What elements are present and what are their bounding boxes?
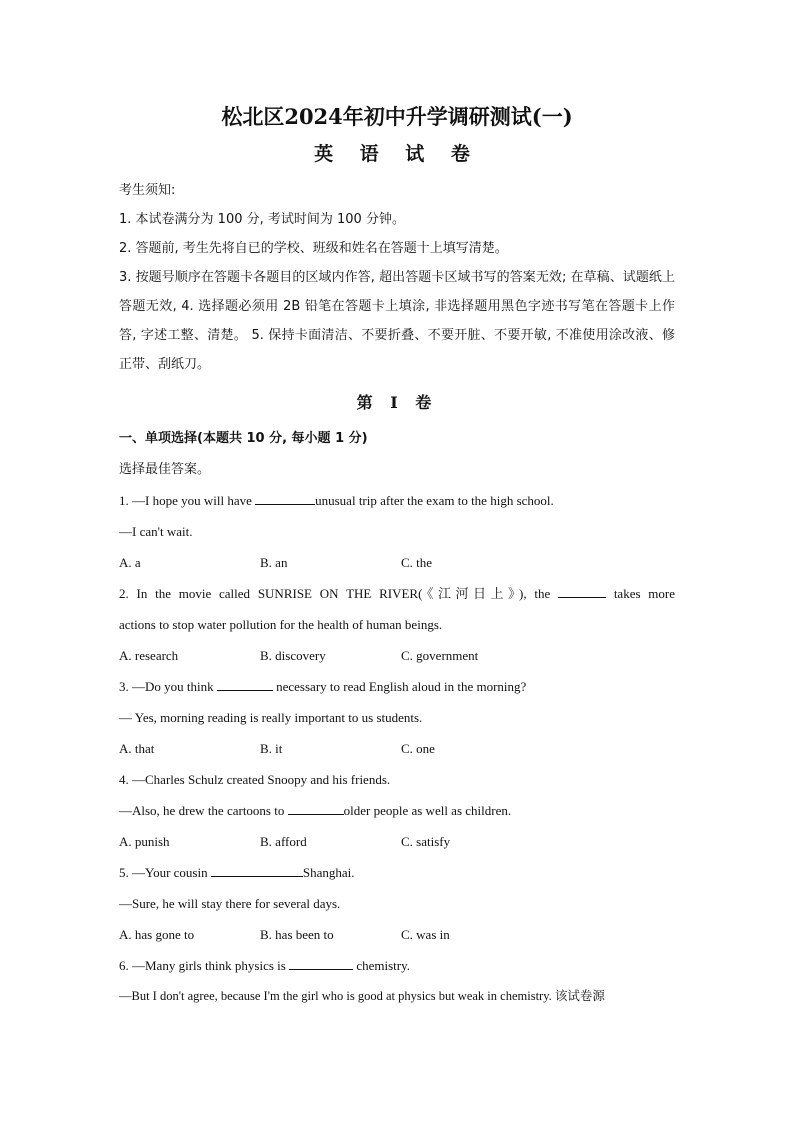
question-reply: — Yes, morning reading is really important to us students. <box>119 710 423 725</box>
option-a: A. a <box>119 555 141 570</box>
question-stem-cont: actions to stop water pollution for the health of human beings. <box>119 617 443 632</box>
options-row <box>119 640 675 671</box>
option-c: C. one <box>401 741 435 756</box>
answer-blank <box>255 492 315 505</box>
answer-blank <box>217 678 273 691</box>
answer-blank <box>211 864 303 877</box>
question-reply <box>119 795 675 826</box>
stem-text: older people as well as children. <box>343 803 512 818</box>
stem-text: 2. In the movie called SUNRISE ON THE RIVER(《江河日上》), the <box>119 586 559 601</box>
stem-text: 1. —I hope you will have <box>119 493 256 508</box>
stem-text: unusual trip after the exam to the high school. <box>315 493 554 508</box>
option-c: C. government <box>401 648 479 663</box>
part-heading: 一、单项选择(本题共 10 分, 每小题 1 分) <box>119 431 368 446</box>
option-a: A. punish <box>119 834 170 849</box>
option-c: C. the <box>401 555 433 570</box>
answer-blank <box>289 957 353 970</box>
option-c: C. was in <box>401 927 450 942</box>
stem-text: 3. —Do you think <box>119 679 217 694</box>
option-b: B. it <box>260 741 283 756</box>
options-row <box>119 733 675 764</box>
stem-text: 6. —Many girls think physics is <box>119 958 290 973</box>
question-2 <box>119 578 675 671</box>
question-stem <box>119 950 675 981</box>
instruction: 选择最佳答案。 <box>119 462 211 477</box>
question-5 <box>119 857 675 950</box>
stem-text: —Also, he drew the cartoons to <box>119 803 288 818</box>
options-row <box>119 826 675 857</box>
option-b: B. an <box>260 555 288 570</box>
notice-heading: 考生须知: <box>119 183 176 198</box>
option-a: A. that <box>119 741 155 756</box>
question-1 <box>119 485 675 578</box>
page-subtitle: 英 语 试 卷 <box>314 143 480 165</box>
option-a: A. has gone to <box>119 927 195 942</box>
question-stem: 4. —Charles Schulz created Snoopy and his friends. <box>119 772 391 787</box>
question-3 <box>119 671 675 764</box>
question-reply: —But I don't agree, because I'm the girl who is good at physics but weak in chemistry. 该试卷源 <box>119 989 605 1003</box>
question-4 <box>119 764 675 857</box>
option-b: B. has been to <box>260 927 334 942</box>
answer-blank <box>558 585 606 598</box>
section-title: 第 I 卷 <box>356 393 438 412</box>
answer-blank <box>288 802 344 815</box>
question-stem <box>119 671 675 702</box>
options-row <box>119 547 675 578</box>
notice-block <box>119 176 675 379</box>
notice-item: 3. 按题号顺序在答题卡各题目的区域内作答, 超出答题卡区域书写的答案无效; 在草稿、试题纸上答题无效, 4. 选择题必须用 2B 铅笔在答题卡上填涂, 非选择题用黑色字迹书写笔在答题卡上作答, 字述工整、清楚。 5. 保持卡面清洁、不要折叠、不要开脏、不要开敏, 不准使用涂改液、修正带、刮纸刀。 <box>119 270 675 372</box>
option-b: B. afford <box>260 834 307 849</box>
stem-text: chemistry. <box>353 958 411 973</box>
option-b: B. discovery <box>260 648 326 663</box>
question-stem <box>119 578 675 609</box>
page-content <box>119 100 675 1012</box>
stem-text: 5. —Your cousin <box>119 865 211 880</box>
notice-item: 2. 答题前, 考生先将自已的学校、班级和姓名在答题十上填写清楚。 <box>119 241 508 256</box>
option-a: A. research <box>119 648 179 663</box>
options-row <box>119 919 675 950</box>
stem-text: Shanghai. <box>302 865 355 880</box>
question-stem <box>119 857 675 888</box>
question-6 <box>119 950 675 1012</box>
question-reply: —I can't wait. <box>119 524 193 539</box>
page-title: 松北区2024年初中升学调研测试(一) <box>221 104 573 129</box>
stem-text: takes more <box>606 586 675 601</box>
question-reply: —Sure, he will stay there for several days. <box>119 896 341 911</box>
stem-text: necessary to read English aloud in the morning? <box>272 679 527 694</box>
notice-item: 1. 本试卷满分为 100 分, 考试时间为 100 分钟。 <box>119 212 405 227</box>
question-stem <box>119 485 675 516</box>
option-c: C. satisfy <box>401 834 451 849</box>
